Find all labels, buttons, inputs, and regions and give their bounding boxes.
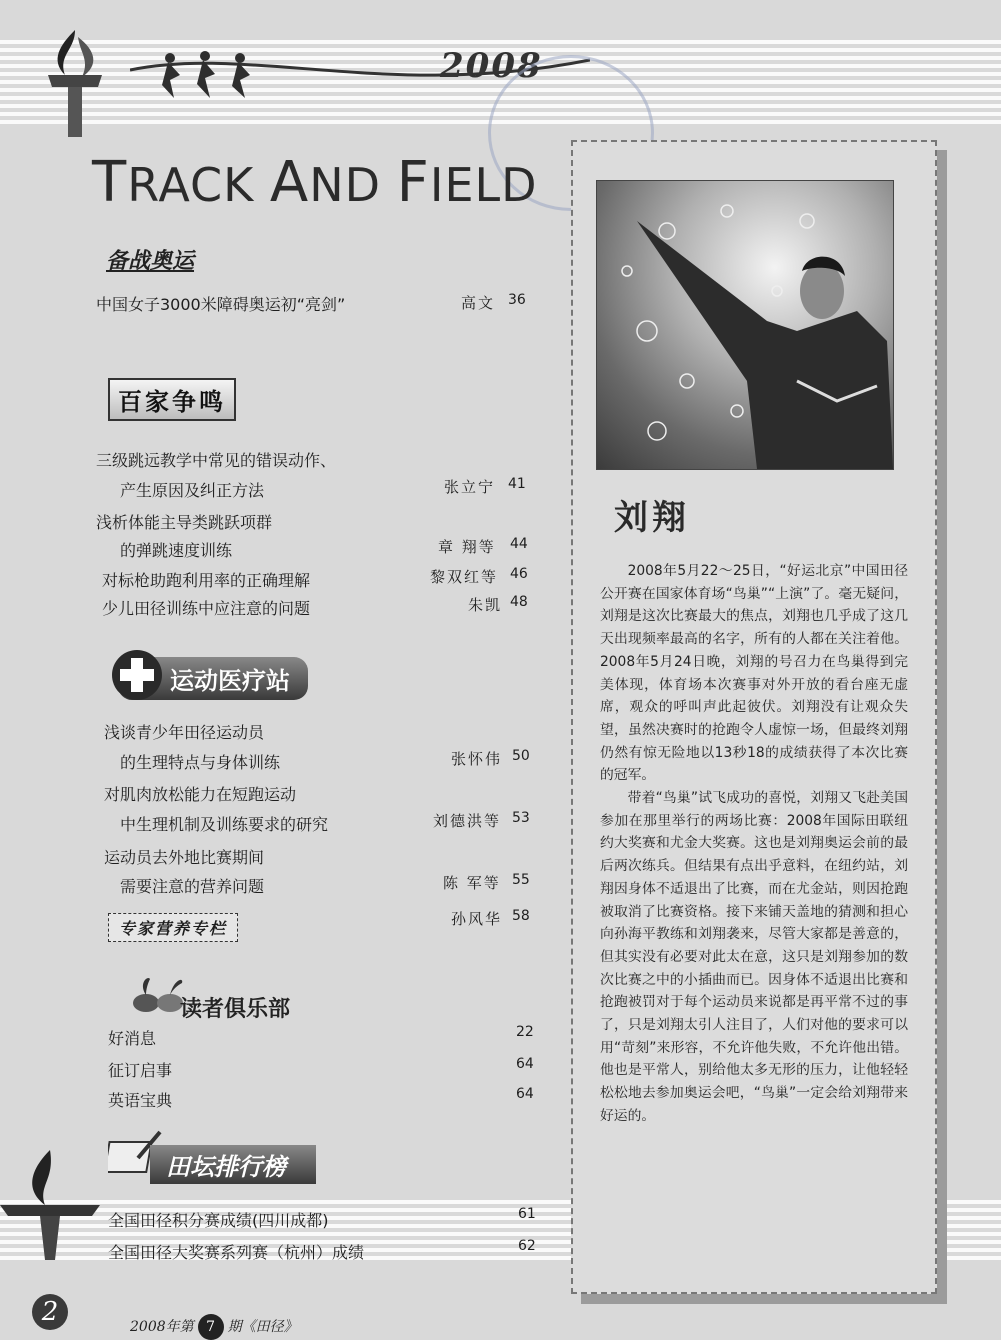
- footer-issue: 2008年第 7 期《田径》: [130, 1314, 298, 1340]
- toc-author: 高文: [461, 294, 496, 312]
- section-yiliao-badge: 运动医疗站: [118, 657, 308, 700]
- toc-page: 22: [516, 1024, 534, 1040]
- toc-page: 46: [510, 566, 528, 582]
- toc-author: 黎双红等: [430, 568, 499, 586]
- toc-entry[interactable]: 好消息: [108, 1029, 157, 1048]
- toc-page: 50: [512, 748, 530, 764]
- toc-entry[interactable]: 对肌肉放松能力在短跑运动: [104, 785, 297, 804]
- toc-entry-cont[interactable]: 产生原因及纠正方法: [120, 481, 265, 500]
- toc-author: 刘德洪等: [433, 812, 502, 830]
- issue-number: 7: [198, 1314, 224, 1340]
- toc-entry[interactable]: 三级跳远教学中常见的错误动作、: [96, 451, 337, 470]
- toc-entry[interactable]: 少儿田径训练中应注意的问题: [102, 599, 311, 618]
- toc-entry[interactable]: 全国田径积分赛成绩(四川成都): [108, 1211, 329, 1230]
- section-bezhan-title: 备战奥运: [106, 248, 195, 274]
- athlete-name-heading: 刘翔: [614, 498, 690, 538]
- toc-page: 53: [512, 810, 530, 826]
- toc-page: 61: [518, 1206, 536, 1222]
- article-paragraph: 带着“鸟巢”试飞成功的喜悦，刘翔又飞赴美国参加在那里举行的两场比赛：2008年国际田联纽约大奖赛和尤金大奖赛。这也是刘翔奥运会前的最后两次练兵。但结果有点出乎意料，在纽约站，刘翔因身体不适退出了比赛，而在尤金站，则因抢跑被取消了比赛资格。接下来铺天盖地的猜测和担心向孙海平教练和刘翔袭来，尽管大家都是善意的，但其实没有必要对此太在意，这只是刘翔参加的数次比赛之中的小插曲而已。因身体不适退出比赛和抢跑被罚对于每个运动员来说都是再平常不过的事了，只是刘翔太引人注目了，人们对他的要求可以用“苛刻”来形容，不允许他失败，不允许他出错。他也是平常人，别给他太多无形的压力，让他轻轻松松地去参加奥运会吧，“鸟巢”一定会给刘翔带来好运的。: [600, 790, 908, 1124]
- section-baijia-badge: 百家争鸣: [108, 378, 236, 421]
- toc-entry[interactable]: 征订启事: [108, 1061, 173, 1080]
- toc-author: 朱凯: [468, 596, 503, 614]
- medical-cross-icon: [112, 650, 162, 700]
- toc-page: 44: [510, 536, 528, 552]
- athlete-illustration: [597, 181, 893, 469]
- athlete-photo: [596, 180, 894, 470]
- toc-author: 陈 军等: [443, 874, 501, 892]
- toc-page: 55: [512, 872, 530, 888]
- torch-icon: [0, 1150, 100, 1260]
- toc-page: 36: [508, 292, 526, 308]
- toc-page: 64: [516, 1086, 534, 1102]
- toc-author: 张怀伟: [451, 750, 503, 768]
- toc-author: 孙风华: [451, 910, 503, 928]
- toc-entry[interactable]: 英语宝典: [108, 1091, 173, 1110]
- section-paihang-badge: 田坛排行榜: [150, 1145, 316, 1184]
- article-paragraph: 2008年5月22～25日，“好运北京”中国田径公开赛在国家体育场“鸟巢”“上演”了。毫无疑问，刘翔是这次比赛最大的焦点，刘翔也几乎成了这几天出现频率最高的名字，所有的人都在关注着他。2008年5月24日晚，刘翔的号召力在鸟巢得到完美体现，体育场本次赛事对外开放的看台座无虚席，观众的呼叫声此起彼伏。刘翔没有让观众失望，虽然决赛时的抢跑令人虚惊一场，但最终刘翔仍然有惊无险地以13秒18的成绩获得了本次比赛的冠军。: [600, 563, 908, 784]
- toc-page: 62: [518, 1238, 536, 1254]
- page-number: 2: [32, 1294, 68, 1330]
- toc-entry[interactable]: 浅谈青少年田径运动员: [104, 723, 265, 742]
- toc-entry-cont[interactable]: 的生理特点与身体训练: [120, 753, 281, 772]
- toc-entry[interactable]: 浅析体能主导类跳跃项群: [96, 513, 273, 532]
- section-duzhe-title: 读者俱乐部: [180, 997, 291, 1022]
- toc-page: 41: [508, 476, 526, 492]
- toc-entry[interactable]: 中国女子3000米障碍奥运初“亮剑”: [96, 295, 346, 314]
- torch-icon: [40, 25, 110, 140]
- section-zhuanjia-badge: 专家营养专栏: [108, 913, 238, 942]
- year-title: 2008: [440, 46, 543, 86]
- toc-author: 张立宁: [444, 478, 496, 496]
- toc-page: 58: [512, 908, 530, 924]
- toc-author: 章 翔等: [438, 538, 496, 556]
- toc-entry[interactable]: 对标枪助跑利用率的正确理解: [102, 571, 311, 590]
- magazine-title: TRACK AND FIELD: [92, 150, 538, 215]
- toc-entry-cont[interactable]: 的弹跳速度训练: [120, 541, 233, 560]
- toc-entry[interactable]: 运动员去外地比赛期间: [104, 848, 265, 867]
- toc-page: 48: [510, 594, 528, 610]
- feature-article: [600, 560, 908, 1128]
- toc-entry-cont[interactable]: 中生理机制及训练要求的研究: [120, 815, 329, 834]
- potted-sprout-icon: [128, 965, 188, 1015]
- toc-page: 64: [516, 1056, 534, 1072]
- toc-entry-cont[interactable]: 需要注意的营养问题: [120, 877, 265, 896]
- toc-entry[interactable]: 全国田径大奖赛系列赛（杭州）成绩: [108, 1243, 365, 1262]
